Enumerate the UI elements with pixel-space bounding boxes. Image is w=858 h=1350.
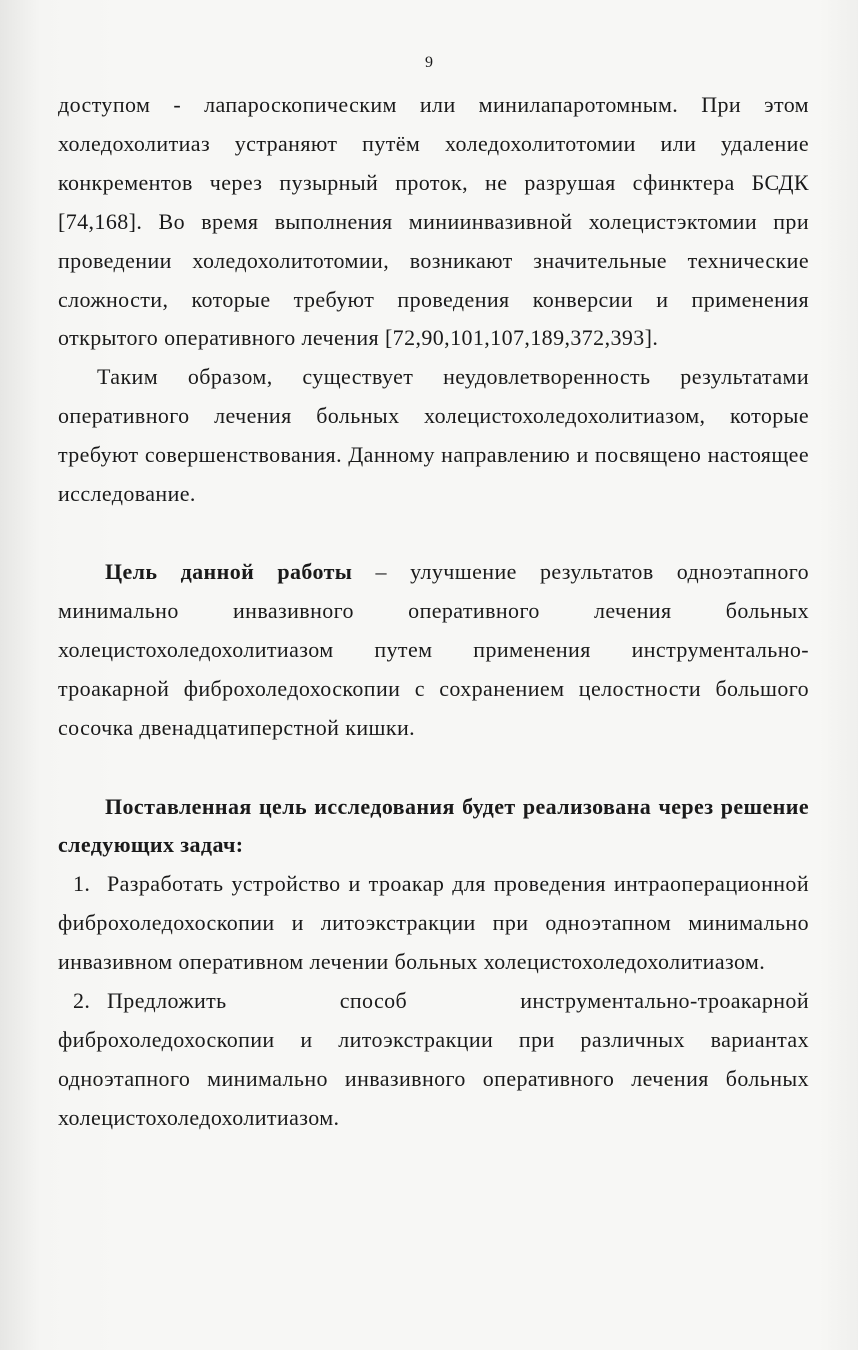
list-item [58,865,809,982]
paragraph-conversion: доступом - лапароскопическим или минилапаротомным. При этом холедохолитиаз устраняют путём холедохолитотомии или удаление конкрементов через пузырный проток, не разрушая сфинктера БСДК [74,168]. Во время выполнения миниинвазивной холецистэктомии при проведении холедохолитотомии, возникают значительные технические сложности, которые требуют проведения конверсии и применения открытого оперативного лечения [72,90,101,107,189,372,393]. [58,92,809,351]
list-item-text: Разработать устройство и троакар для проведения интраоперационной фиброхоледохоскопии и литоэкстракции при одноэтапном минимально инвазивном оперативном лечении больных холецистохоледохолитиазом. [58,871,809,975]
goal-text: – улучшение результатов одноэтапного минимально инвазивного оперативного лечения больных холецистохоледохолитиазом путем применения инструментально-троакарной фиброхоледохоскопии с сохранением целостности большого сосочка двенадцатиперстной кишки. [58,558,809,740]
document-body [58,86,809,1138]
paragraph-goal [58,553,809,748]
list-item-number: 1. [73,871,91,897]
list-item-text: Предложить способ инструментально-троакарной фиброхоледохоскопии и литоэкстракции при различных вариантах одноэтапного минимально инвазивного оперативного лечения больных холецистохоледохолитиазом. [58,988,809,1130]
tasks-heading: Поставленная цель исследования будет реализована через решение следующих задач: [58,793,809,858]
tasks-list [58,865,809,1137]
list-item-number: 2. [73,988,91,1014]
list-item [58,982,809,1138]
goal-label: Цель данной работы [105,558,353,584]
paragraph-conclusion: Таким образом, существует неудовлетворенность результатами оперативного лечения больных холецистохоледохолитиазом, которые требуют совершенствования. Данному направлению и посвящено настоящее исследование. [58,364,809,507]
page-number: 9 [425,54,433,71]
